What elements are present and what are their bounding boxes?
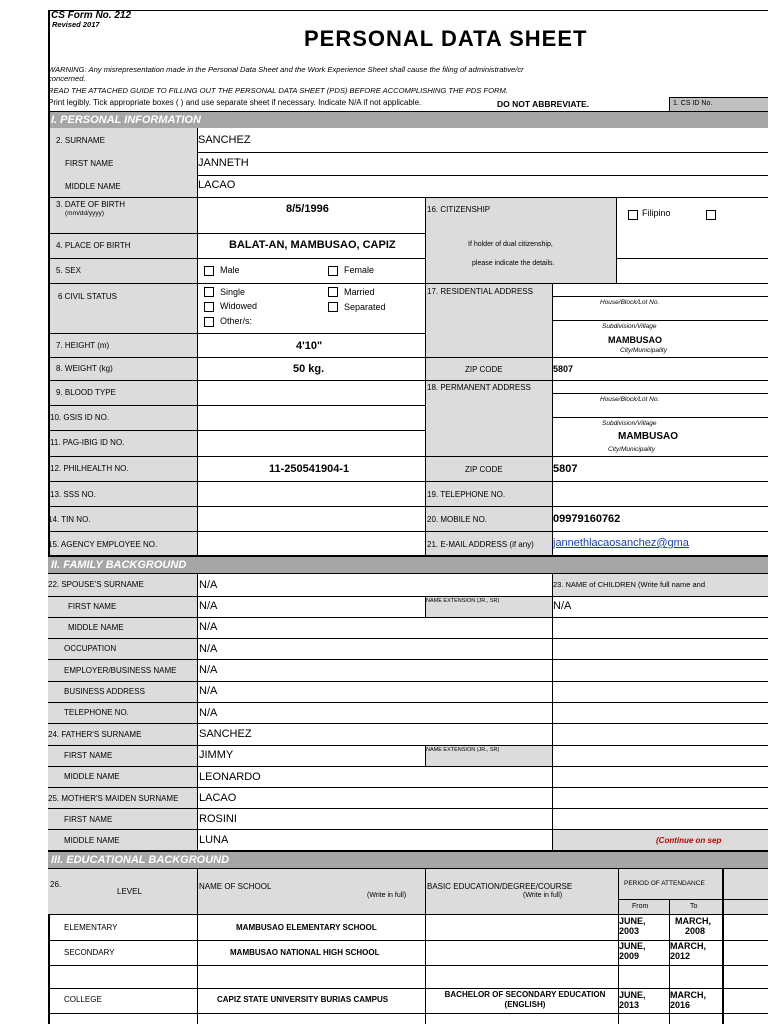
female-checkbox[interactable] (328, 266, 338, 276)
to-header: To (690, 903, 698, 910)
pob-value[interactable]: BALAT-AN, MAMBUSAO, CAPIZ (229, 239, 396, 251)
email-label: 21. E-MAIL ADDRESS (if any) (427, 540, 534, 549)
elementary-from[interactable]: JUNE, 2003 (619, 916, 646, 936)
mother-middle-label: MIDDLE NAME (64, 836, 120, 845)
telephone-label: 19. TELEPHONE NO. (427, 490, 506, 499)
secondary-school[interactable]: MAMBUSAO NATIONAL HIGH SCHOOL (230, 948, 380, 957)
mother-first-value[interactable]: ROSINI (199, 813, 237, 825)
spouse-telephone-label: TELEPHONE NO. (64, 708, 129, 717)
secondary-from[interactable]: JUNE, 2009 (619, 941, 646, 961)
college-from[interactable]: JUNE, 2013 (619, 990, 646, 1010)
male-checkbox[interactable] (204, 266, 214, 276)
mobile-label: 20. MOBILE NO. (427, 515, 488, 524)
others-label: Other/s: (220, 316, 253, 326)
education-header-bg (48, 868, 768, 914)
agency-employee-label: 15. AGENCY EMPLOYEE NO. (48, 540, 158, 549)
school-header: NAME OF SCHOOL (199, 882, 272, 891)
college-degree[interactable]: BACHELOR OF SECONDARY EDUCATION (ENGLISH) (444, 990, 606, 1009)
single-checkbox[interactable] (204, 287, 214, 297)
employer-label: EMPLOYER/BUSINESS NAME (64, 666, 177, 675)
height-label: 7. HEIGHT (m) (56, 341, 110, 350)
spouse-middle-value[interactable]: N/A (199, 621, 218, 633)
res-city-value[interactable]: MAMBUSAO (608, 335, 662, 345)
dual-note-1: If holder of dual citizenship, (468, 241, 553, 248)
education-num-label: 26. (50, 880, 62, 889)
widowed-checkbox[interactable] (204, 302, 214, 312)
college-school[interactable]: CAPIZ STATE UNIVERSITY BURIAS CAMPUS (217, 995, 389, 1004)
married-checkbox[interactable] (328, 287, 338, 297)
sex-label: 5. SEX (56, 266, 81, 275)
res-zip-label: ZIP CODE (465, 365, 503, 374)
mobile-value[interactable]: 09979160762 (553, 513, 621, 525)
degree-write-full: (Write in full) (523, 892, 563, 899)
blood-type-label: 9. BLOOD TYPE (56, 388, 116, 397)
res-subdiv-label: Subdivision/Village (602, 323, 657, 330)
single-label: Single (220, 287, 246, 297)
from-header: From (632, 903, 649, 910)
filipino-checkbox[interactable] (628, 210, 638, 220)
dual-citizenship-checkbox[interactable] (706, 210, 716, 220)
children-first-value[interactable]: N/A (553, 600, 572, 612)
occupation-label: OCCUPATION (64, 644, 117, 653)
res-house-label: House/Block/Lot No. (600, 299, 660, 306)
father-surname-value[interactable]: SANCHEZ (199, 728, 252, 740)
business-address-label: BUSINESS ADDRESS (64, 687, 145, 696)
father-first-value[interactable]: JIMMY (199, 749, 234, 761)
others-checkbox[interactable] (204, 317, 214, 327)
middle-name-value[interactable]: LACAO (198, 179, 236, 191)
print-note: Print legibly. Tick appropriate boxes ( ) and use separate sheet if necessary. Indicate N/A if not applicable. (48, 98, 422, 107)
perm-zip-label: ZIP CODE (465, 465, 503, 474)
res-city-label: City/Municipality (620, 347, 667, 354)
res-zip-value[interactable]: 5807 (553, 364, 574, 374)
citizenship-label: 16. CITIZENSHIP (427, 205, 491, 214)
first-name-label: FIRST NAME (65, 159, 114, 168)
elementary-to[interactable]: MARCH, 2008 (675, 916, 711, 936)
dual-note-2: please indicate the details. (472, 260, 555, 267)
college-to[interactable]: MARCH, 2016 (670, 990, 706, 1010)
sss-label: 13. SSS NO. (50, 490, 96, 499)
cs-id-label: 1. CS ID No. (673, 100, 713, 107)
filipino-label: Filipino (642, 208, 671, 218)
height-value[interactable]: 4'10" (296, 340, 323, 352)
mother-surname-value[interactable]: LACAO (199, 792, 237, 804)
female-label: Female (344, 265, 375, 275)
separated-checkbox[interactable] (328, 302, 338, 312)
email-value[interactable]: jannethlacaosanchez@gma (553, 537, 689, 549)
civil-status-label: 6 CIVIL STATUS (58, 292, 117, 301)
section-personal-information: I. PERSONAL INFORMATION (48, 112, 768, 128)
form-number: CS Form No. 212 (51, 10, 132, 21)
elementary-school[interactable]: MAMBUSAO ELEMENTARY SCHOOL (236, 923, 377, 932)
pob-label: 4. PLACE OF BIRTH (56, 241, 131, 250)
warning-text: WARNING: Any misrepresentation made in the Personal Data Sheet and the Work Experience Sheet shall cause the filing of administrative/cr (48, 65, 524, 74)
spouse-telephone-value[interactable]: N/A (199, 707, 218, 719)
no-abbreviate-note: DO NOT ABBREVIATE. (497, 99, 590, 109)
father-first-label: FIRST NAME (64, 751, 113, 760)
weight-value[interactable]: 50 kg. (293, 363, 325, 375)
section-educational-background: III. EDUCATIONAL BACKGROUND (48, 852, 768, 868)
spouse-first-value[interactable]: N/A (199, 600, 218, 612)
mother-first-label: FIRST NAME (64, 815, 113, 824)
section-family-background: II. FAMILY BACKGROUND (48, 557, 768, 573)
guide-text: READ THE ATTACHED GUIDE TO FILLING OUT THE PERSONAL DATA SHEET (PDS) BEFORE ACCOMPLISHING THE PDS FORM. (48, 86, 508, 95)
spouse-first-label: FIRST NAME (68, 602, 117, 611)
occupation-value[interactable]: N/A (199, 643, 218, 655)
father-middle-label: MIDDLE NAME (64, 772, 120, 781)
perm-subdiv-label: Subdivision/Village (602, 420, 657, 427)
male-label: Male (220, 265, 240, 275)
surname-value[interactable]: SANCHEZ (198, 134, 251, 146)
mother-middle-value[interactable]: LUNA (199, 834, 229, 846)
continue-note: (Continue on sep (656, 836, 722, 845)
spouse-surname-label: 22. SPOUSE'S SURNAME (48, 580, 144, 589)
married-label: Married (344, 287, 375, 297)
residential-address-label: 17. RESIDENTIAL ADDRESS (427, 287, 533, 296)
secondary-to[interactable]: MARCH, 2012 (670, 941, 706, 961)
spouse-ext-label: NAME EXTENSION (JR., SR) (426, 598, 500, 604)
period-header: PERIOD OF ATTENDANCE (624, 880, 705, 887)
separated-label: Separated (344, 302, 386, 312)
perm-house-label: House/Block/Lot No. (600, 396, 660, 403)
dob-label: 3. DATE OF BIRTH (56, 200, 126, 209)
elementary-level: ELEMENTARY (64, 923, 118, 932)
mother-surname-label: 25. MOTHER'S MAIDEN SURNAME (48, 794, 179, 803)
spouse-middle-label: MIDDLE NAME (68, 623, 124, 632)
dob-format: (mm/dd/yyyy) (65, 210, 104, 217)
business-address-value[interactable]: N/A (199, 685, 218, 697)
gsis-label: 10. GSIS ID NO. (50, 413, 110, 422)
tin-label: 14. TIN NO. (48, 515, 91, 524)
page-title: PERSONAL DATA SHEET (304, 26, 588, 51)
surname-label: 2. SURNAME (56, 136, 105, 145)
dob-value[interactable]: 8/5/1996 (286, 203, 329, 215)
weight-label: 8. WEIGHT (kg) (56, 364, 113, 373)
level-header: LEVEL (117, 887, 142, 896)
widowed-label: Widowed (220, 301, 258, 311)
philhealth-label: 12. PHILHEALTH NO. (50, 464, 129, 473)
pagibig-label: 11. PAG-IBIG ID NO. (50, 438, 125, 447)
father-middle-value[interactable]: LEONARDO (199, 771, 261, 783)
permanent-address-label: 18. PERMANENT ADDRESS (427, 383, 531, 392)
father-surname-label: 24. FATHER'S SURNAME (48, 730, 142, 739)
form-revised: Revised 2017 (52, 20, 100, 29)
employer-value[interactable]: N/A (199, 664, 218, 676)
warning-text-cont: concerned. (48, 74, 86, 83)
pds-sheet (48, 10, 768, 1024)
first-name-value[interactable]: JANNETH (198, 157, 249, 169)
perm-zip-value[interactable]: 5807 (553, 463, 578, 475)
degree-header: BASIC EDUCATION/DEGREE/COURSE (427, 882, 573, 891)
perm-city-value[interactable]: MAMBUSAO (618, 431, 678, 442)
school-write-full: (Write in full) (367, 892, 407, 899)
middle-name-label: MIDDLE NAME (65, 182, 121, 191)
philhealth-value[interactable]: 11-250541904-1 (269, 463, 350, 475)
college-level: COLLEGE (64, 995, 102, 1004)
spouse-surname-value[interactable]: N/A (199, 579, 218, 591)
father-ext-label: NAME EXTENSION (JR., SR) (426, 747, 500, 753)
perm-city-label: City/Municipality (608, 446, 655, 453)
children-label: 23. NAME of CHILDREN (Write full name and (553, 580, 705, 589)
secondary-level: SECONDARY (64, 948, 115, 957)
